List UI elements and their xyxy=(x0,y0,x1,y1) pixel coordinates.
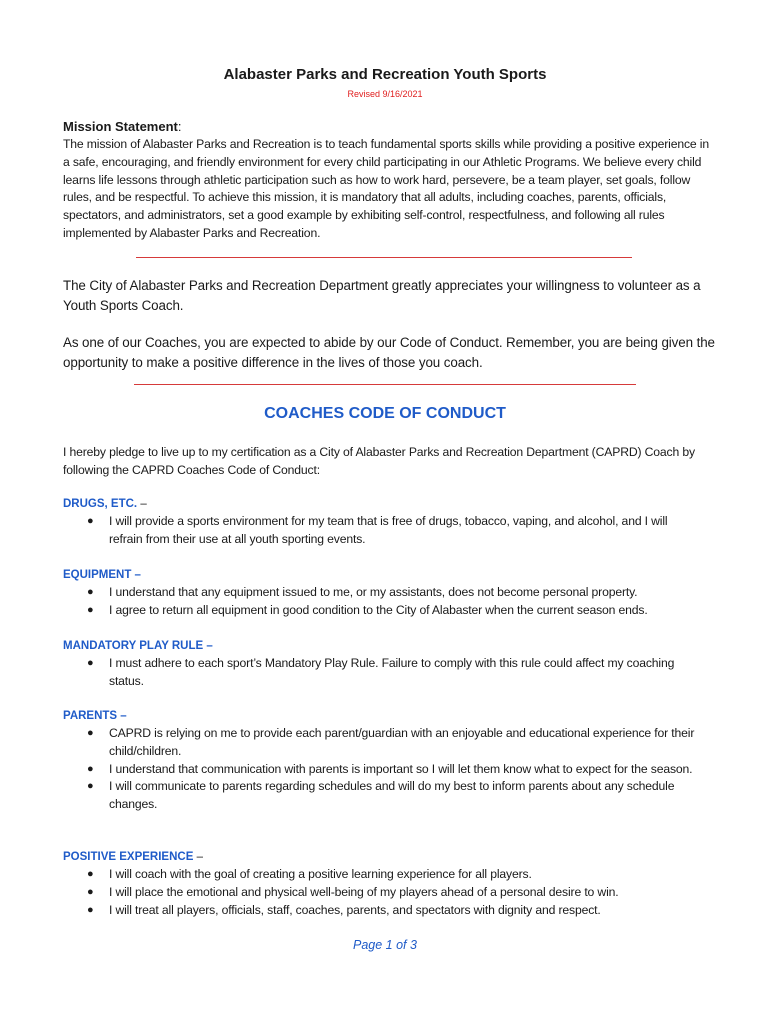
mission-statement: The mission of Alabaster Parks and Recreation is to teach fundamental sports skills while providing a positive experience in a safe, encouraging, and friendly environment for every child participating in our Athletic Programs. We believe every child learns life lessons through athletic participation such as how to work hard, persevere, be a team player, set goals, follow rules, and be respectful. To achieve this mission, it is mandatory that all adults, including coaches, parents, officials, spectators, and administrators, set a good example by exhibiting self-control, respectfulness, and following all rules implemented by Alabaster Parks and Recreation. xyxy=(63,137,709,240)
code-of-conduct-title: COACHES CODE OF CONDUCT xyxy=(264,405,506,422)
list-item xyxy=(63,725,703,761)
section-heading xyxy=(63,848,723,866)
section-heading xyxy=(63,637,723,655)
section-heading xyxy=(63,707,723,725)
bullet-icon: ● xyxy=(87,885,94,898)
list-item xyxy=(63,884,703,902)
bullet-icon: ● xyxy=(87,586,94,598)
section-heading xyxy=(63,566,723,584)
section-positive-experience xyxy=(63,848,723,919)
bullet-icon: ● xyxy=(87,657,94,669)
bullet-list xyxy=(63,655,723,691)
list-item xyxy=(63,761,703,779)
bullet-icon: ● xyxy=(87,903,94,916)
bullet-icon: ● xyxy=(87,603,94,616)
list-item xyxy=(63,513,703,549)
section-equipment xyxy=(63,566,723,620)
section-heading-text: EQUIPMENT – xyxy=(63,569,141,581)
section-heading-text: POSITIVE EXPERIENCE xyxy=(63,851,194,863)
section-parents xyxy=(63,707,723,814)
list-item xyxy=(63,602,703,620)
bullet-list xyxy=(63,725,723,814)
section-drugs xyxy=(63,495,723,549)
list-item xyxy=(63,866,703,884)
intro-paragraph-2: As one of our Coaches, you are expected to abide by our Code of Conduct. Remember, you are being given the opportunity to make a positive difference in the lives of those you coach. xyxy=(63,335,715,370)
section-mandatory-play xyxy=(63,637,723,691)
section-heading-text: MANDATORY PLAY RULE – xyxy=(63,640,213,652)
section-heading-dash: – xyxy=(137,498,147,510)
list-item-text: I will coach with the goal of creating a positive learning experience for all players. xyxy=(109,867,532,881)
list-item xyxy=(63,584,703,602)
document-title: Alabaster Parks and Recreation Youth Sports xyxy=(223,66,547,83)
intro-paragraph-1: The City of Alabaster Parks and Recreation Department greatly appreciates your willingness to volunteer as a Youth Sports Coach. xyxy=(63,278,701,313)
bullet-icon: ● xyxy=(87,868,94,880)
separator-line-1 xyxy=(136,257,632,258)
bullet-icon: ● xyxy=(87,780,94,793)
list-item xyxy=(63,902,703,920)
mission-heading-colon: : xyxy=(177,119,182,134)
mission-heading xyxy=(63,119,181,134)
section-heading-text: PARENTS – xyxy=(63,710,127,722)
list-item-text: I agree to return all equipment in good condition to the City of Alabaster when the current season ends. xyxy=(109,602,648,617)
bullet-icon: ● xyxy=(87,727,94,739)
separator-line-2 xyxy=(134,384,636,385)
section-heading-text: DRUGS, ETC. xyxy=(63,498,138,510)
section-heading xyxy=(63,495,723,513)
section-heading-dash: – xyxy=(193,851,203,863)
bullet-icon: ● xyxy=(87,515,94,527)
list-item-text: I will communicate to parents regarding schedules and will do my best to inform parents about any schedule changes. xyxy=(109,779,675,812)
mission-heading-text: Mission Statement xyxy=(63,119,178,134)
list-item-text: I will treat all players, officials, staff, coaches, parents, and spectators with dignity and respect. xyxy=(109,902,601,917)
bullet-list xyxy=(63,584,723,620)
revision-date: Revised 9/16/2021 xyxy=(347,89,423,99)
list-item xyxy=(63,778,703,814)
bullet-list xyxy=(63,513,723,549)
list-item-text: I will provide a sports environment for my team that is free of drugs, tobacco, vaping, and alcohol, and I will refrain from their use at all youth sporting events. xyxy=(109,514,668,546)
list-item-text: I understand that communication with parents is important so I will let them know what to expect for the season. xyxy=(109,761,693,776)
list-item-text: I will place the emotional and physical well-being of my players ahead of a personal desire to win. xyxy=(109,884,619,899)
pledge-paragraph: I hereby pledge to live up to my certification as a City of Alabaster Parks and Recreation Department (CAPRD) Coach by following the CAPRD Coaches Code of Conduct: xyxy=(63,445,695,477)
bullet-list xyxy=(63,866,723,919)
bullet-icon: ● xyxy=(87,762,94,775)
list-item-text: I understand that any equipment issued to me, or my assistants, does not become personal property. xyxy=(109,585,638,599)
list-item-text: I must adhere to each sport’s Mandatory Play Rule. Failure to comply with this rule could affect my coaching status. xyxy=(109,656,675,688)
page-number: Page 1 of 3 xyxy=(353,938,417,952)
list-item xyxy=(63,655,703,691)
list-item-text: CAPRD is relying on me to provide each parent/guardian with an enjoyable and educational experience for their child/children. xyxy=(109,726,695,758)
